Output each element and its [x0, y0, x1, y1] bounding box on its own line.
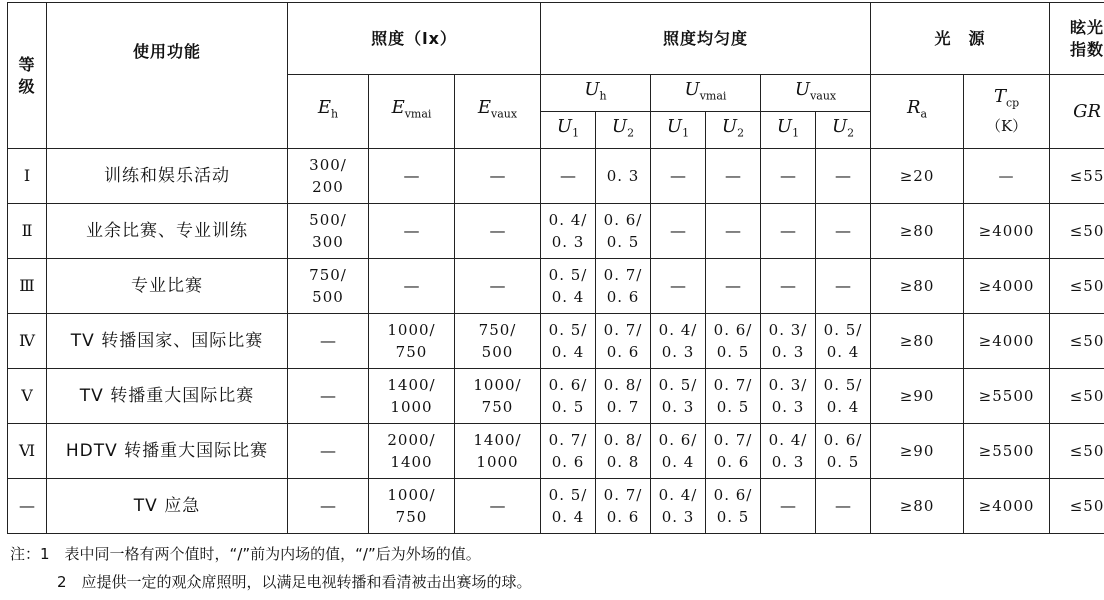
uv1-value: 0. 3: [661, 343, 695, 361]
ra-cell: ≥80: [871, 479, 964, 534]
uh2-cell: [596, 314, 651, 369]
uh2-value: 0. 6: [606, 508, 640, 526]
gr-cell: ≤50: [1050, 424, 1104, 479]
header-ra: $R_a$: [871, 75, 964, 149]
ua2-cell: [816, 314, 871, 369]
uv1-value: —: [670, 166, 686, 185]
function-cell: TV 应急: [47, 479, 288, 534]
ra-cell: ≥90: [871, 424, 964, 479]
uh2-value: 0. 3: [606, 167, 640, 185]
uv2-value: 0. 6: [716, 453, 750, 471]
evaux-cell: [455, 149, 541, 204]
uh1-value: 0. 4/: [548, 211, 588, 229]
eh-value: 200: [312, 178, 344, 196]
uh2-cell: [596, 369, 651, 424]
uv1-value: 0. 3: [661, 398, 695, 416]
evaux-value: 1400/: [473, 431, 522, 449]
ua2-cell: [816, 424, 871, 479]
ua2-value: 0. 4: [826, 343, 860, 361]
uh1-value: 0. 6: [551, 453, 585, 471]
ua1-value: 0. 3: [771, 398, 805, 416]
ua1-cell: [761, 479, 816, 534]
header-uvaux-u1: $U_1$: [761, 112, 816, 149]
function-cell: 专业比赛: [47, 259, 288, 314]
function-cell: TV 转播国家、国际比赛: [47, 314, 288, 369]
ua2-value: 0. 5/: [823, 321, 863, 339]
uv2-cell: [706, 369, 761, 424]
uv1-cell: [651, 314, 706, 369]
header-row-1: [8, 3, 1104, 75]
header-light-source: 光 源: [871, 3, 1050, 75]
ua1-value: 0. 3: [771, 453, 805, 471]
table-row: [8, 424, 1104, 479]
ra-cell: ≥80: [871, 259, 964, 314]
uh1-value: 0. 4: [551, 343, 585, 361]
ua1-value: —: [780, 496, 796, 515]
gr-cell: ≤50: [1050, 479, 1104, 534]
uv2-value: 0. 7/: [713, 431, 753, 449]
ua1-cell: [761, 369, 816, 424]
eh-cell: [288, 314, 369, 369]
uv2-value: 0. 6/: [713, 321, 753, 339]
header-uvmai-u2: $U_2$: [706, 112, 761, 149]
evaux-cell: [455, 479, 541, 534]
table-row: [8, 369, 1104, 424]
uh2-value: 0. 7/: [603, 321, 643, 339]
ua1-value: —: [780, 221, 796, 240]
uv2-cell: [706, 259, 761, 314]
uh2-value: 0. 6/: [603, 211, 643, 229]
uh1-cell: [541, 149, 596, 204]
gr-cell: ≤50: [1050, 204, 1104, 259]
ua2-cell: [816, 149, 871, 204]
header-uvaux: $U_{vaux}$: [761, 75, 871, 112]
uh1-value: 0. 6/: [548, 376, 588, 394]
uv1-value: 0. 5/: [658, 376, 698, 394]
uv2-value: 0. 6/: [713, 486, 753, 504]
eh-cell: [288, 259, 369, 314]
uv2-cell: [706, 479, 761, 534]
table-row: [8, 204, 1104, 259]
uv1-value: 0. 3: [661, 508, 695, 526]
function-cell: 训练和娱乐活动: [47, 149, 288, 204]
evaux-value: —: [489, 221, 506, 240]
ua2-value: 0. 5/: [823, 376, 863, 394]
uh1-cell: [541, 369, 596, 424]
table-body: [8, 149, 1104, 534]
uv2-cell: [706, 314, 761, 369]
uh1-value: 0. 5/: [548, 266, 588, 284]
header-uh: $U_h$: [541, 75, 651, 112]
uv1-cell: [651, 479, 706, 534]
eh-value: 300/: [309, 156, 347, 174]
uh1-value: 0. 4: [551, 288, 585, 306]
ua1-value: —: [780, 166, 796, 185]
eh-value: 750/: [309, 266, 347, 284]
eh-cell: [288, 204, 369, 259]
ra-cell: ≥20: [871, 149, 964, 204]
uh2-value: 0. 8/: [603, 376, 643, 394]
evaux-cell: [455, 314, 541, 369]
header-tcp: $T_{cp}$ （K）: [964, 75, 1050, 149]
gr-cell: ≤55: [1050, 149, 1104, 204]
ua1-value: 0. 3: [771, 343, 805, 361]
uv2-value: —: [725, 276, 741, 295]
uh2-cell: [596, 424, 651, 479]
uh1-value: 0. 7/: [548, 431, 588, 449]
uh1-value: 0. 5/: [548, 321, 588, 339]
header-glare: [1050, 3, 1104, 75]
header-glare-line1: 眩光: [1070, 17, 1104, 37]
tcp-cell: —: [964, 149, 1050, 204]
header-uvmai-u1: $U_1$: [651, 112, 706, 149]
ua1-cell: [761, 424, 816, 479]
ua2-cell: [816, 259, 871, 314]
uh2-cell: [596, 204, 651, 259]
evmai-cell: [369, 369, 455, 424]
grade-cell: Ⅵ: [8, 424, 47, 479]
lighting-standards-table: [7, 2, 1104, 534]
ua1-value: —: [780, 276, 796, 295]
header-uh-u1: $U_1$: [541, 112, 596, 149]
eh-cell: [288, 479, 369, 534]
grade-cell: —: [8, 479, 47, 534]
header-illuminance: 照度（lx）: [288, 3, 541, 75]
tcp-cell: ≥5500: [964, 424, 1050, 479]
header-evmai: $E_{vmai}$: [369, 75, 455, 149]
uv1-cell: [651, 259, 706, 314]
uv1-cell: [651, 369, 706, 424]
uh2-value: 0. 7: [606, 398, 640, 416]
table-row: [8, 314, 1104, 369]
eh-value: 500: [312, 288, 344, 306]
ua2-cell: [816, 204, 871, 259]
ua2-value: 0. 6/: [823, 431, 863, 449]
header-uh-u2: $U_2$: [596, 112, 651, 149]
ua1-cell: [761, 314, 816, 369]
evmai-cell: [369, 424, 455, 479]
evmai-value: 1000/: [387, 486, 436, 504]
tcp-cell: ≥5500: [964, 369, 1050, 424]
evmai-cell: [369, 204, 455, 259]
uh2-value: 0. 6: [606, 288, 640, 306]
uh1-cell: [541, 314, 596, 369]
evmai-value: —: [403, 166, 420, 185]
evmai-value: 750: [395, 343, 428, 361]
eh-cell: [288, 369, 369, 424]
uv2-value: 0. 5: [716, 398, 750, 416]
evmai-value: 2000/: [387, 431, 436, 449]
ua2-value: 0. 4: [826, 398, 860, 416]
evaux-value: 500: [481, 343, 514, 361]
gr-cell: ≤50: [1050, 314, 1104, 369]
eh-cell: [288, 424, 369, 479]
evmai-value: 750: [395, 508, 428, 526]
evaux-value: 750/: [478, 321, 517, 339]
uv1-cell: [651, 204, 706, 259]
evmai-value: 1000/: [387, 321, 436, 339]
evaux-cell: [455, 204, 541, 259]
note-2: 2 应提供一定的观众席照明，以满足电视转播和看清被击出赛场的球。: [57, 573, 532, 591]
header-uniformity: 照度均匀度: [541, 3, 871, 75]
evmai-value: 1400/: [387, 376, 436, 394]
ua2-value: —: [835, 221, 852, 240]
tcp-cell: ≥4000: [964, 204, 1050, 259]
uv1-value: 0. 6/: [658, 431, 698, 449]
uh1-value: 0. 5: [551, 398, 585, 416]
ua1-cell: [761, 204, 816, 259]
grade-cell: Ⅲ: [8, 259, 47, 314]
uh1-cell: [541, 479, 596, 534]
eh-value: —: [320, 496, 336, 515]
table-row: [8, 149, 1104, 204]
uv1-value: —: [670, 276, 686, 295]
evmai-value: 1000: [390, 398, 433, 416]
uv1-value: 0. 4: [661, 453, 695, 471]
evmai-value: —: [403, 221, 420, 240]
uh1-value: 0. 5/: [548, 486, 588, 504]
grade-cell: Ⅰ: [8, 149, 47, 204]
document-page: [7, 2, 1104, 534]
evaux-value: 750: [481, 398, 514, 416]
uv2-cell: [706, 204, 761, 259]
eh-value: 300: [312, 233, 344, 251]
ua2-value: 0. 5: [826, 453, 860, 471]
evaux-cell: [455, 369, 541, 424]
eh-cell: [288, 149, 369, 204]
header-function: 使用功能: [47, 3, 288, 149]
table-row: [8, 479, 1104, 534]
tcp-cell: ≥4000: [964, 314, 1050, 369]
ua2-value: —: [835, 166, 852, 185]
uh2-value: 0. 7/: [603, 486, 643, 504]
evmai-cell: [369, 479, 455, 534]
uv2-value: 0. 5: [716, 343, 750, 361]
uh1-cell: [541, 259, 596, 314]
header-glare-line2: 指数: [1070, 39, 1104, 59]
uv1-value: —: [670, 221, 686, 240]
header-gr: GR: [1050, 75, 1104, 149]
header-grade: 等 级: [8, 3, 47, 149]
note-1: 注：1 表中同一格有两个值时，“/”前为内场的值，“/”后为外场的值。: [10, 545, 481, 563]
uh1-value: 0. 4: [551, 508, 585, 526]
ua1-value: 0. 3/: [768, 321, 808, 339]
table-notes: [10, 540, 532, 596]
grade-cell: Ⅳ: [8, 314, 47, 369]
evmai-cell: [369, 149, 455, 204]
function-cell: 业余比赛、专业训练: [47, 204, 288, 259]
header-evaux: $E_{vaux}$: [455, 75, 541, 149]
evmai-cell: [369, 314, 455, 369]
ua2-value: —: [835, 276, 852, 295]
ua2-cell: [816, 369, 871, 424]
uv2-value: —: [725, 166, 741, 185]
uv2-cell: [706, 149, 761, 204]
evaux-value: 1000/: [473, 376, 522, 394]
grade-cell: Ⅱ: [8, 204, 47, 259]
evaux-value: 1000: [476, 453, 519, 471]
ua1-value: 0. 4/: [768, 431, 808, 449]
uv1-cell: [651, 149, 706, 204]
evaux-value: —: [489, 496, 506, 515]
uv2-value: 0. 5: [716, 508, 750, 526]
function-cell: TV 转播重大国际比赛: [47, 369, 288, 424]
grade-cell: Ⅴ: [8, 369, 47, 424]
ua2-value: —: [835, 496, 852, 515]
uv2-value: 0. 7/: [713, 376, 753, 394]
evaux-value: —: [489, 276, 506, 295]
eh-value: —: [320, 441, 336, 460]
uv2-value: —: [725, 221, 741, 240]
uv1-value: 0. 4/: [658, 321, 698, 339]
uh1-cell: [541, 424, 596, 479]
evaux-value: —: [489, 166, 506, 185]
eh-value: —: [320, 386, 336, 405]
function-cell: HDTV 转播重大国际比赛: [47, 424, 288, 479]
ra-cell: ≥80: [871, 204, 964, 259]
header-uvmai: $U_{vmai}$: [651, 75, 761, 112]
evaux-cell: [455, 424, 541, 479]
ra-cell: ≥90: [871, 369, 964, 424]
evaux-cell: [455, 259, 541, 314]
ra-cell: ≥80: [871, 314, 964, 369]
eh-value: —: [320, 331, 336, 350]
uh2-value: 0. 7/: [603, 266, 643, 284]
evmai-cell: [369, 259, 455, 314]
uh1-cell: [541, 204, 596, 259]
gr-cell: ≤50: [1050, 369, 1104, 424]
ua1-value: 0. 3/: [768, 376, 808, 394]
tcp-cell: ≥4000: [964, 479, 1050, 534]
uh2-value: 0. 8/: [603, 431, 643, 449]
uh2-cell: [596, 259, 651, 314]
header-uvaux-u2: $U_2$: [816, 112, 871, 149]
ua1-cell: [761, 259, 816, 314]
table-row: [8, 259, 1104, 314]
ua1-cell: [761, 149, 816, 204]
uh2-value: 0. 6: [606, 343, 640, 361]
uv2-cell: [706, 424, 761, 479]
header-eh: $E_h$: [288, 75, 369, 149]
uh2-value: 0. 8: [606, 453, 640, 471]
ua2-cell: [816, 479, 871, 534]
gr-cell: ≤50: [1050, 259, 1104, 314]
uh1-value: —: [560, 166, 576, 185]
eh-value: 500/: [309, 211, 347, 229]
uh2-value: 0. 5: [606, 233, 640, 251]
evmai-value: 1400: [390, 453, 433, 471]
evmai-value: —: [403, 276, 420, 295]
uh2-cell: [596, 479, 651, 534]
uh2-cell: [596, 149, 651, 204]
uv1-value: 0. 4/: [658, 486, 698, 504]
uh1-value: 0. 3: [551, 233, 585, 251]
tcp-cell: ≥4000: [964, 259, 1050, 314]
uv1-cell: [651, 424, 706, 479]
